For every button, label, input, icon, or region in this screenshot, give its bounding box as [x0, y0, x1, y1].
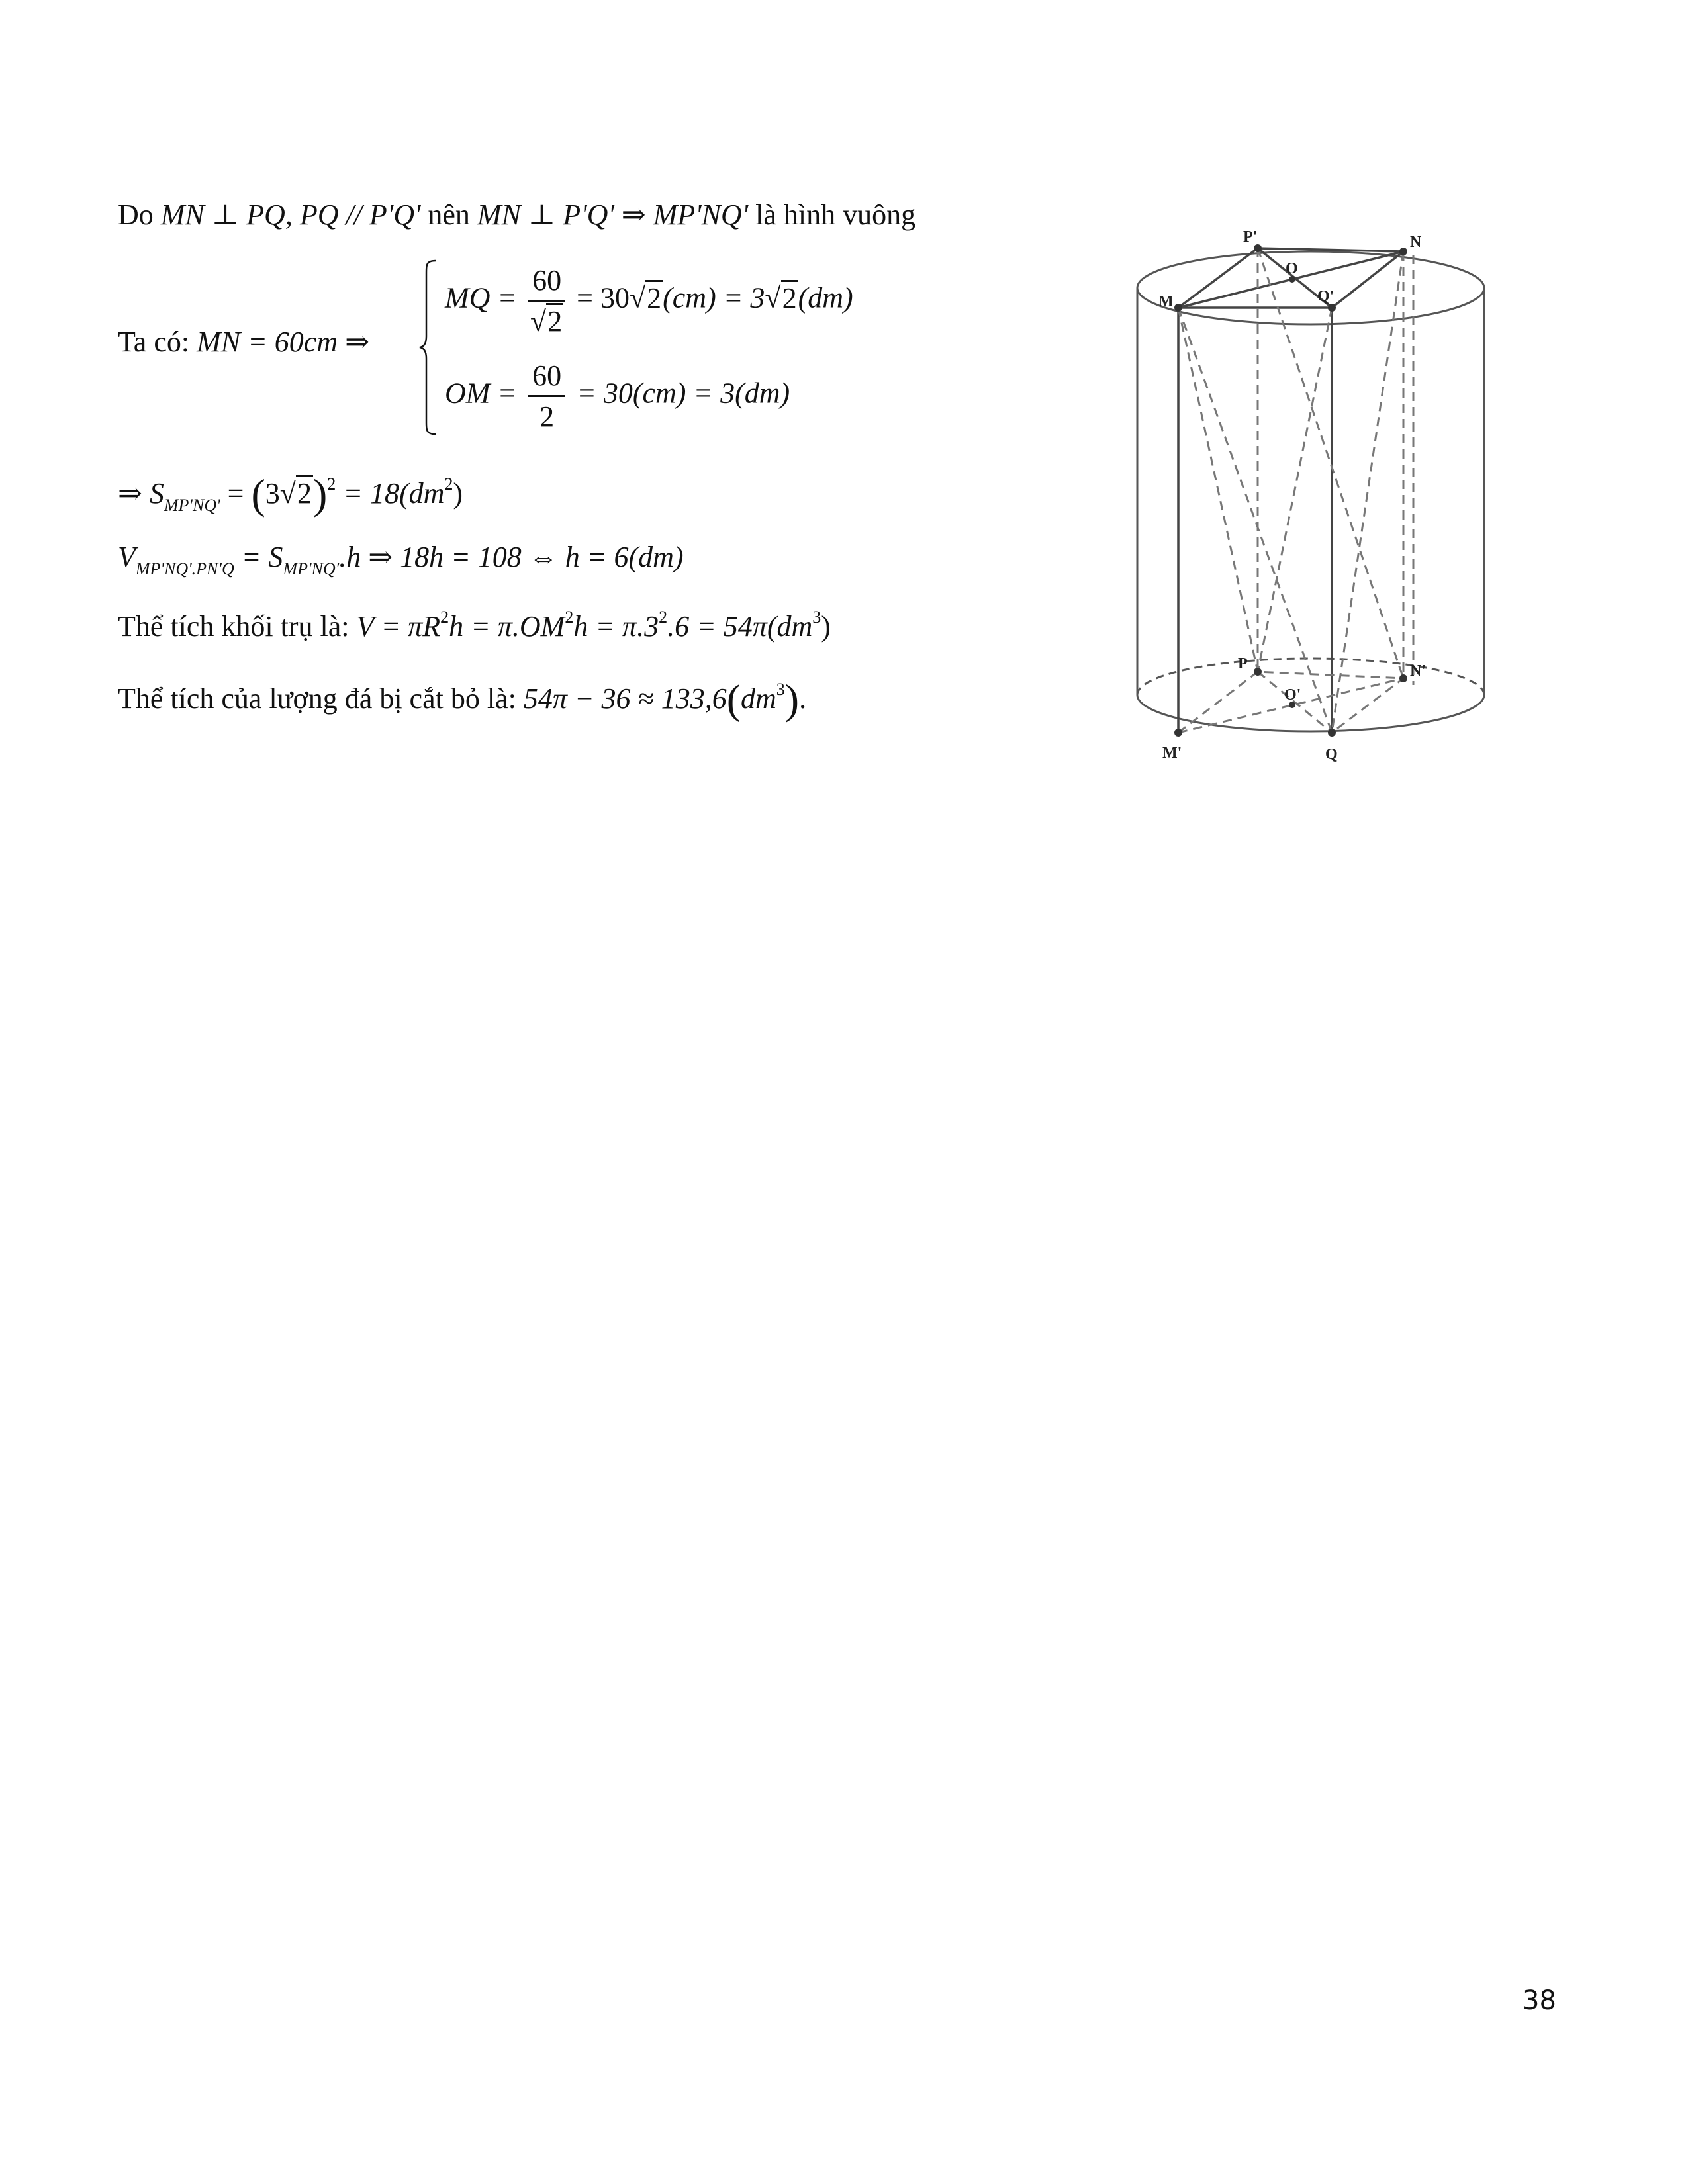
- volume-subscript: MP'NQ'.PN'Q: [135, 559, 234, 578]
- cyl-b: h = π.OM: [449, 610, 565, 643]
- page-number: 38: [1523, 1985, 1556, 2016]
- area-rhs: = 18(dm: [343, 477, 445, 510]
- area-power: 2: [327, 475, 336, 494]
- text-the-tich-da: Thể tích của lượng đá bị cắt bỏ là:: [118, 682, 516, 715]
- label-oprime: O': [1284, 686, 1301, 704]
- cyl-e: ): [821, 610, 831, 643]
- fraction-om: [528, 359, 565, 433]
- label-o: O: [1286, 260, 1298, 277]
- left-brace-icon: [418, 258, 438, 437]
- cyl-pow-3: 2: [659, 608, 668, 627]
- area-arrow-s: ⇒ S: [118, 477, 164, 510]
- text-the-tich-khoi-tru: Thể tích khối trụ là:: [118, 610, 350, 643]
- equation-om: [445, 359, 790, 433]
- point-m: [1174, 304, 1182, 312]
- line-cut-volume: Thể tích của lượng đá bị cắt bỏ là: $54\pi - 36 \approx 133,6(dm^3)$.: [118, 676, 807, 723]
- cylinder-figure: [1119, 228, 1503, 784]
- volume-v: V: [118, 541, 136, 573]
- volume-eq-s: = S: [241, 541, 283, 573]
- top-ellipse: [1137, 251, 1484, 324]
- formula-mn: MN = 60cm ⇒: [197, 326, 369, 358]
- label-q: Q: [1325, 746, 1338, 763]
- label-qprime: Q': [1317, 288, 1335, 305]
- area-base-b: 2: [296, 475, 313, 510]
- line-area: ⇒ $S_{MP'NQ'} = (3√2)^2 = 18(dm^2)$: [118, 471, 463, 518]
- area-subscript: MP'NQ': [164, 496, 220, 515]
- om-numerator: 60: [528, 359, 565, 397]
- label-p: P: [1238, 655, 1248, 672]
- line-ta-co: [118, 328, 369, 357]
- label-n: N: [1410, 234, 1422, 251]
- area-eq: =: [227, 477, 244, 510]
- cyl-pow-1: 2: [440, 608, 449, 627]
- label-nprime: N': [1410, 662, 1426, 680]
- area-close: ): [453, 477, 463, 510]
- line-volume-prism: [118, 543, 684, 578]
- text-nen: nên: [428, 199, 470, 231]
- mq-rhs-c: (cm) = 3: [663, 281, 765, 314]
- formula-perp-parallel: MN ⊥ PQ, PQ // P'Q': [160, 199, 421, 231]
- label-pprime: P': [1243, 228, 1258, 246]
- label-m: M: [1158, 293, 1174, 310]
- area-base-a: 3: [265, 477, 280, 510]
- mq-denominator: √2: [528, 302, 565, 338]
- cut-b: dm: [741, 682, 776, 715]
- cyl-pow-2: 2: [565, 608, 574, 627]
- point-q: [1328, 729, 1336, 737]
- text-do: Do: [118, 199, 154, 231]
- point-mprime: [1174, 729, 1182, 737]
- cut-c: .: [799, 682, 807, 715]
- cut-a: 54π − 36 ≈ 133,6: [523, 682, 727, 715]
- label-mprime: M': [1162, 745, 1182, 762]
- cyl-d: .6 = 54π(dm: [667, 610, 813, 643]
- formula-perp-square: MN ⊥ P'Q' ⇒ MP'NQ': [477, 199, 749, 231]
- cyl-pow-4: 3: [812, 608, 821, 627]
- cyl-c: h = π.3: [573, 610, 659, 643]
- mq-rhs-b: 2: [645, 280, 663, 314]
- mq-rhs-e: (dm): [798, 281, 853, 314]
- mq-numerator: 60: [528, 263, 565, 302]
- text-la-hinh-vuong: là hình vuông: [755, 199, 916, 231]
- volume-rhs: .h ⇒ 18h = 108 ⇔ h = 6(dm): [339, 541, 684, 573]
- line-1: [118, 201, 915, 230]
- volume-subscript-2: MP'NQ': [283, 559, 340, 578]
- cut-pow: 3: [776, 680, 785, 699]
- mq-rhs-d: 2: [781, 280, 798, 314]
- point-p: [1254, 668, 1262, 676]
- om-rhs: = 30(cm) = 3(dm): [577, 377, 790, 410]
- bottom-ellipse-front: [1137, 695, 1484, 731]
- mq-lhs: MQ =: [445, 281, 518, 314]
- om-denominator: 2: [539, 400, 555, 433]
- fraction-mq: [528, 263, 565, 338]
- point-nprime: [1399, 674, 1407, 682]
- diag-qprime-p: [1258, 308, 1332, 672]
- point-n: [1399, 248, 1407, 255]
- bottom-ellipse-back: [1137, 659, 1484, 695]
- om-lhs: OM =: [445, 377, 518, 410]
- equation-mq: MQ = $\frac{60}{√2}$ = 30√2(cm) = 3√2(dm): [445, 264, 853, 338]
- area-rhs-power: 2: [444, 475, 453, 494]
- diag-m-p: [1178, 308, 1258, 672]
- text-ta-co: Ta có:: [118, 326, 190, 358]
- mq-rhs-a: = 30: [577, 281, 630, 314]
- cyl-a: V = πR: [356, 610, 441, 643]
- line-cylinder-volume: [118, 609, 831, 641]
